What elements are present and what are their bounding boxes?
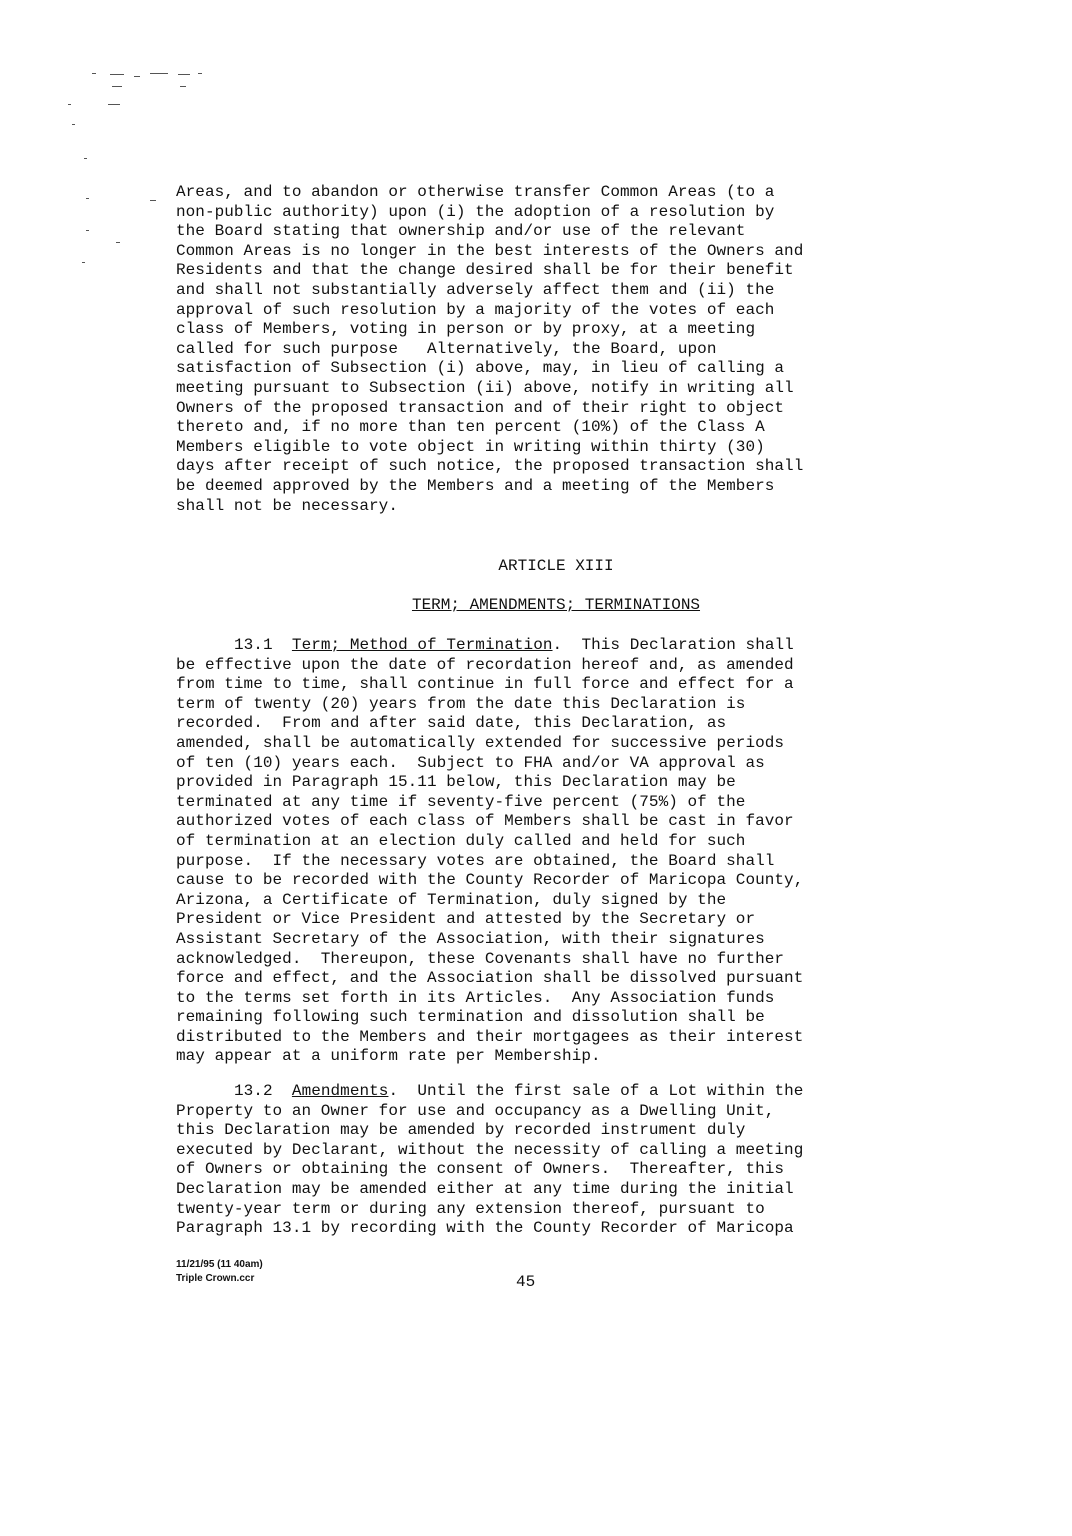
scan-artifact <box>68 104 71 105</box>
text-line: Declaration may be amended either at any time during the initial <box>176 1179 794 1198</box>
text-line: called for such purpose Alternatively, the Board, upon <box>176 339 717 358</box>
text-line: class of Members, voting in person or by proxy, at a meeting <box>176 320 756 339</box>
text-line: Assistant Secretary of the Association, with their signatures <box>176 929 765 948</box>
scan-artifact <box>108 104 120 105</box>
scan-artifact <box>198 73 202 74</box>
scan-artifact <box>178 74 190 75</box>
text-line: amended, shall be automatically extended for successive periods <box>176 733 785 752</box>
text-line: Owners of the proposed transaction and of their right to object <box>176 398 785 417</box>
footer-file: Triple Crown.ccr <box>176 1273 255 1284</box>
text-line: Areas, and to abandon or otherwise transfer Common Areas (to a <box>176 183 775 201</box>
text-line: of ten (10) years each. Subject to FHA and/or VA approval as <box>176 753 765 772</box>
text-line: distributed to the Members and their mortgagees as their interest <box>176 1027 804 1046</box>
scan-artifact <box>110 74 124 75</box>
text-line: Residents and that the change desired shall be for their benefit <box>176 261 794 280</box>
text-line: recorded. From and after said date, this Declaration, as <box>176 714 727 733</box>
paragraph-common-areas <box>176 183 936 516</box>
section-first-line-text: . Until the first sale of a Lot within the <box>388 1082 804 1100</box>
text-line: term of twenty (20) years from the date this Declaration is <box>176 694 746 713</box>
text-line: Property to an Owner for use and occupancy as a Dwelling Unit, <box>176 1101 775 1120</box>
text-line: be effective upon the date of recordation hereof and, as amended <box>176 655 794 674</box>
article-subtitle: TERM; AMENDMENTS; TERMINATIONS <box>411 596 701 614</box>
text-line: to the terms set forth in its Articles. Any Association funds <box>176 988 775 1007</box>
text-line: remaining following such termination and dissolution shall be <box>176 1008 765 1027</box>
text-line: approval of such resolution by a majority of the votes of each <box>176 300 775 319</box>
section-13-1 <box>176 636 936 1067</box>
section-number: 13.2 <box>234 1082 273 1100</box>
text-line: the Board stating that ownership and/or use of the relevant <box>176 222 746 241</box>
text-line: Paragraph 13.1 by recording with the County Recorder of Maricopa <box>176 1219 794 1238</box>
scan-artifact <box>84 158 87 159</box>
text-line: force and effect, and the Association shall be dissolved pursuant <box>176 969 804 988</box>
text-line: twenty-year term or during any extension thereof, pursuant to <box>176 1199 765 1218</box>
article-title: ARTICLE XIII <box>498 557 614 575</box>
page-number: 45 <box>516 1273 536 1291</box>
text-line: of termination at an election duly called and held for such <box>176 831 746 850</box>
text-line: this Declaration may be amended by recorded instrument duly <box>176 1121 746 1140</box>
scan-artifact <box>82 262 85 263</box>
text-line: days after receipt of such notice, the proposed transaction shall <box>176 457 804 476</box>
scan-artifact <box>72 124 75 125</box>
text-line: from time to time, shall continue in full force and effect for a <box>176 675 794 694</box>
scan-artifact <box>86 230 89 231</box>
text-line: of Owners or obtaining the consent of Owners. Thereafter, this <box>176 1160 785 1179</box>
scan-artifact <box>86 198 89 199</box>
text-line: may appear at a uniform rate per Membership. <box>176 1047 601 1066</box>
text-line: cause to be recorded with the County Recorder of Maricopa County, <box>176 871 804 890</box>
scan-artifact <box>92 73 96 74</box>
text-line: acknowledged. Thereupon, these Covenants shall have no further <box>176 949 785 968</box>
scan-artifact <box>134 76 140 77</box>
text-line: provided in Paragraph 15.11 below, this Declaration may be <box>176 773 736 792</box>
text-line: thereto and, if no more than ten percent (10%) of the Class A <box>176 418 765 437</box>
section-first-line <box>176 636 936 656</box>
text-line: meeting pursuant to Subsection (ii) above, notify in writing all <box>176 378 794 397</box>
section-heading: Term; Method of Termination <box>291 636 553 654</box>
scan-artifact <box>116 242 120 243</box>
text-line: executed by Declarant, without the necessity of calling a meeting <box>176 1140 804 1159</box>
text-line: President or Vice President and attested by the Secretary or <box>176 910 756 929</box>
text-line: Arizona, a Certificate of Termination, duly signed by the <box>176 890 727 909</box>
section-first-line-text: . This Declaration shall <box>552 636 794 654</box>
section-first-line <box>176 1082 936 1102</box>
text-line: non-public authority) upon (i) the adoption of a resolution by <box>176 202 775 221</box>
text-line: and shall not substantially adversely affect them and (ii) the <box>176 280 775 299</box>
text-line: Common Areas is no longer in the best interests of the Owners and <box>176 241 804 260</box>
text-line: shall not be necessary. <box>176 496 398 515</box>
footer-info <box>176 1258 263 1286</box>
scan-artifact <box>112 86 122 87</box>
text-line: purpose. If the necessary votes are obtained, the Board shall <box>176 851 775 870</box>
text-line: Members eligible to vote object in writing within thirty (30) <box>176 437 765 456</box>
section-heading: Amendments <box>291 1082 389 1100</box>
section-number: 13.1 <box>234 636 273 654</box>
scan-artifact <box>180 86 186 87</box>
scan-artifact <box>150 73 168 74</box>
section-13-2 <box>176 1082 936 1239</box>
scan-artifact <box>150 200 156 201</box>
text-line: be deemed approved by the Members and a meeting of the Members <box>176 476 775 495</box>
footer-date: 11/21/95 (11 40am) <box>176 1259 263 1270</box>
text-line: authorized votes of each class of Members shall be cast in favor <box>176 812 794 831</box>
text-line: satisfaction of Subsection (i) above, may, in lieu of calling a <box>176 359 785 378</box>
text-line: terminated at any time if seventy-five percent (75%) of the <box>176 792 746 811</box>
